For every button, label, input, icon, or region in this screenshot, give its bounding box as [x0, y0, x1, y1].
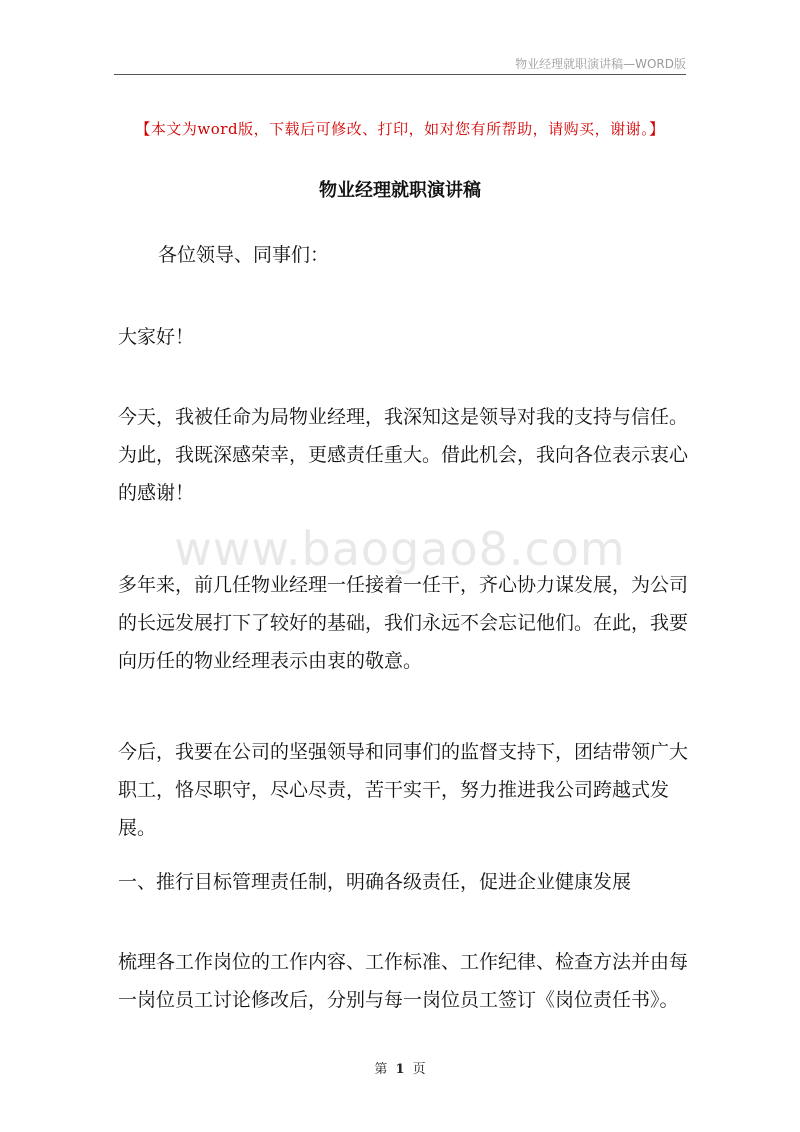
document-title: 物业经理就职演讲稿	[319, 180, 481, 201]
page-footer	[0, 1058, 800, 1077]
salutation: 各位领导、同事们：	[158, 244, 330, 266]
paragraph: 多年来，前几任物业经理一任接着一任干，齐心协力谋发展，为公司的长远发展打下了较好的基础，我们永远不会忘记他们。在此，我要向历任的物业经理表示由衷的敬意。	[118, 574, 689, 672]
paragraph: 今后，我要在公司的坚强领导和同事们的监督支持下，团结带领广大职工，恪尽职守，尽心尽责，苦干实干，努力推进我公司跨越式发展。	[118, 741, 689, 839]
footer-prefix: 第	[374, 1062, 388, 1077]
greeting: 大家好！	[118, 326, 195, 348]
paragraph: 今天，我被任命为局物业经理，我深知这是领导对我的支持与信任。为此，我既深感荣幸，更感责任重大。借此机会，我向各位表示衷心的感谢！	[118, 406, 689, 504]
footer-suffix: 页	[412, 1062, 426, 1077]
section-heading: 一、推行目标管理责任制，明确各级责任，促进企业健康发展	[118, 871, 632, 893]
watermark: www.baogao8.com	[174, 522, 626, 576]
page-header: 物业经理就职演讲稿—WORD版	[515, 57, 686, 71]
paragraph: 梳理各工作岗位的工作内容、工作标准、工作纪律、检查方法并由每一岗位员工讨论修改后，分别与每一岗位员工签订《岗位责任书》。	[118, 951, 689, 1011]
page-number: 1	[395, 1062, 405, 1077]
word-version-notice: 【本文为word版，下载后可修改、打印，如对您有所帮助，请购买，谢谢。】	[135, 120, 665, 138]
header-divider	[114, 74, 686, 75]
